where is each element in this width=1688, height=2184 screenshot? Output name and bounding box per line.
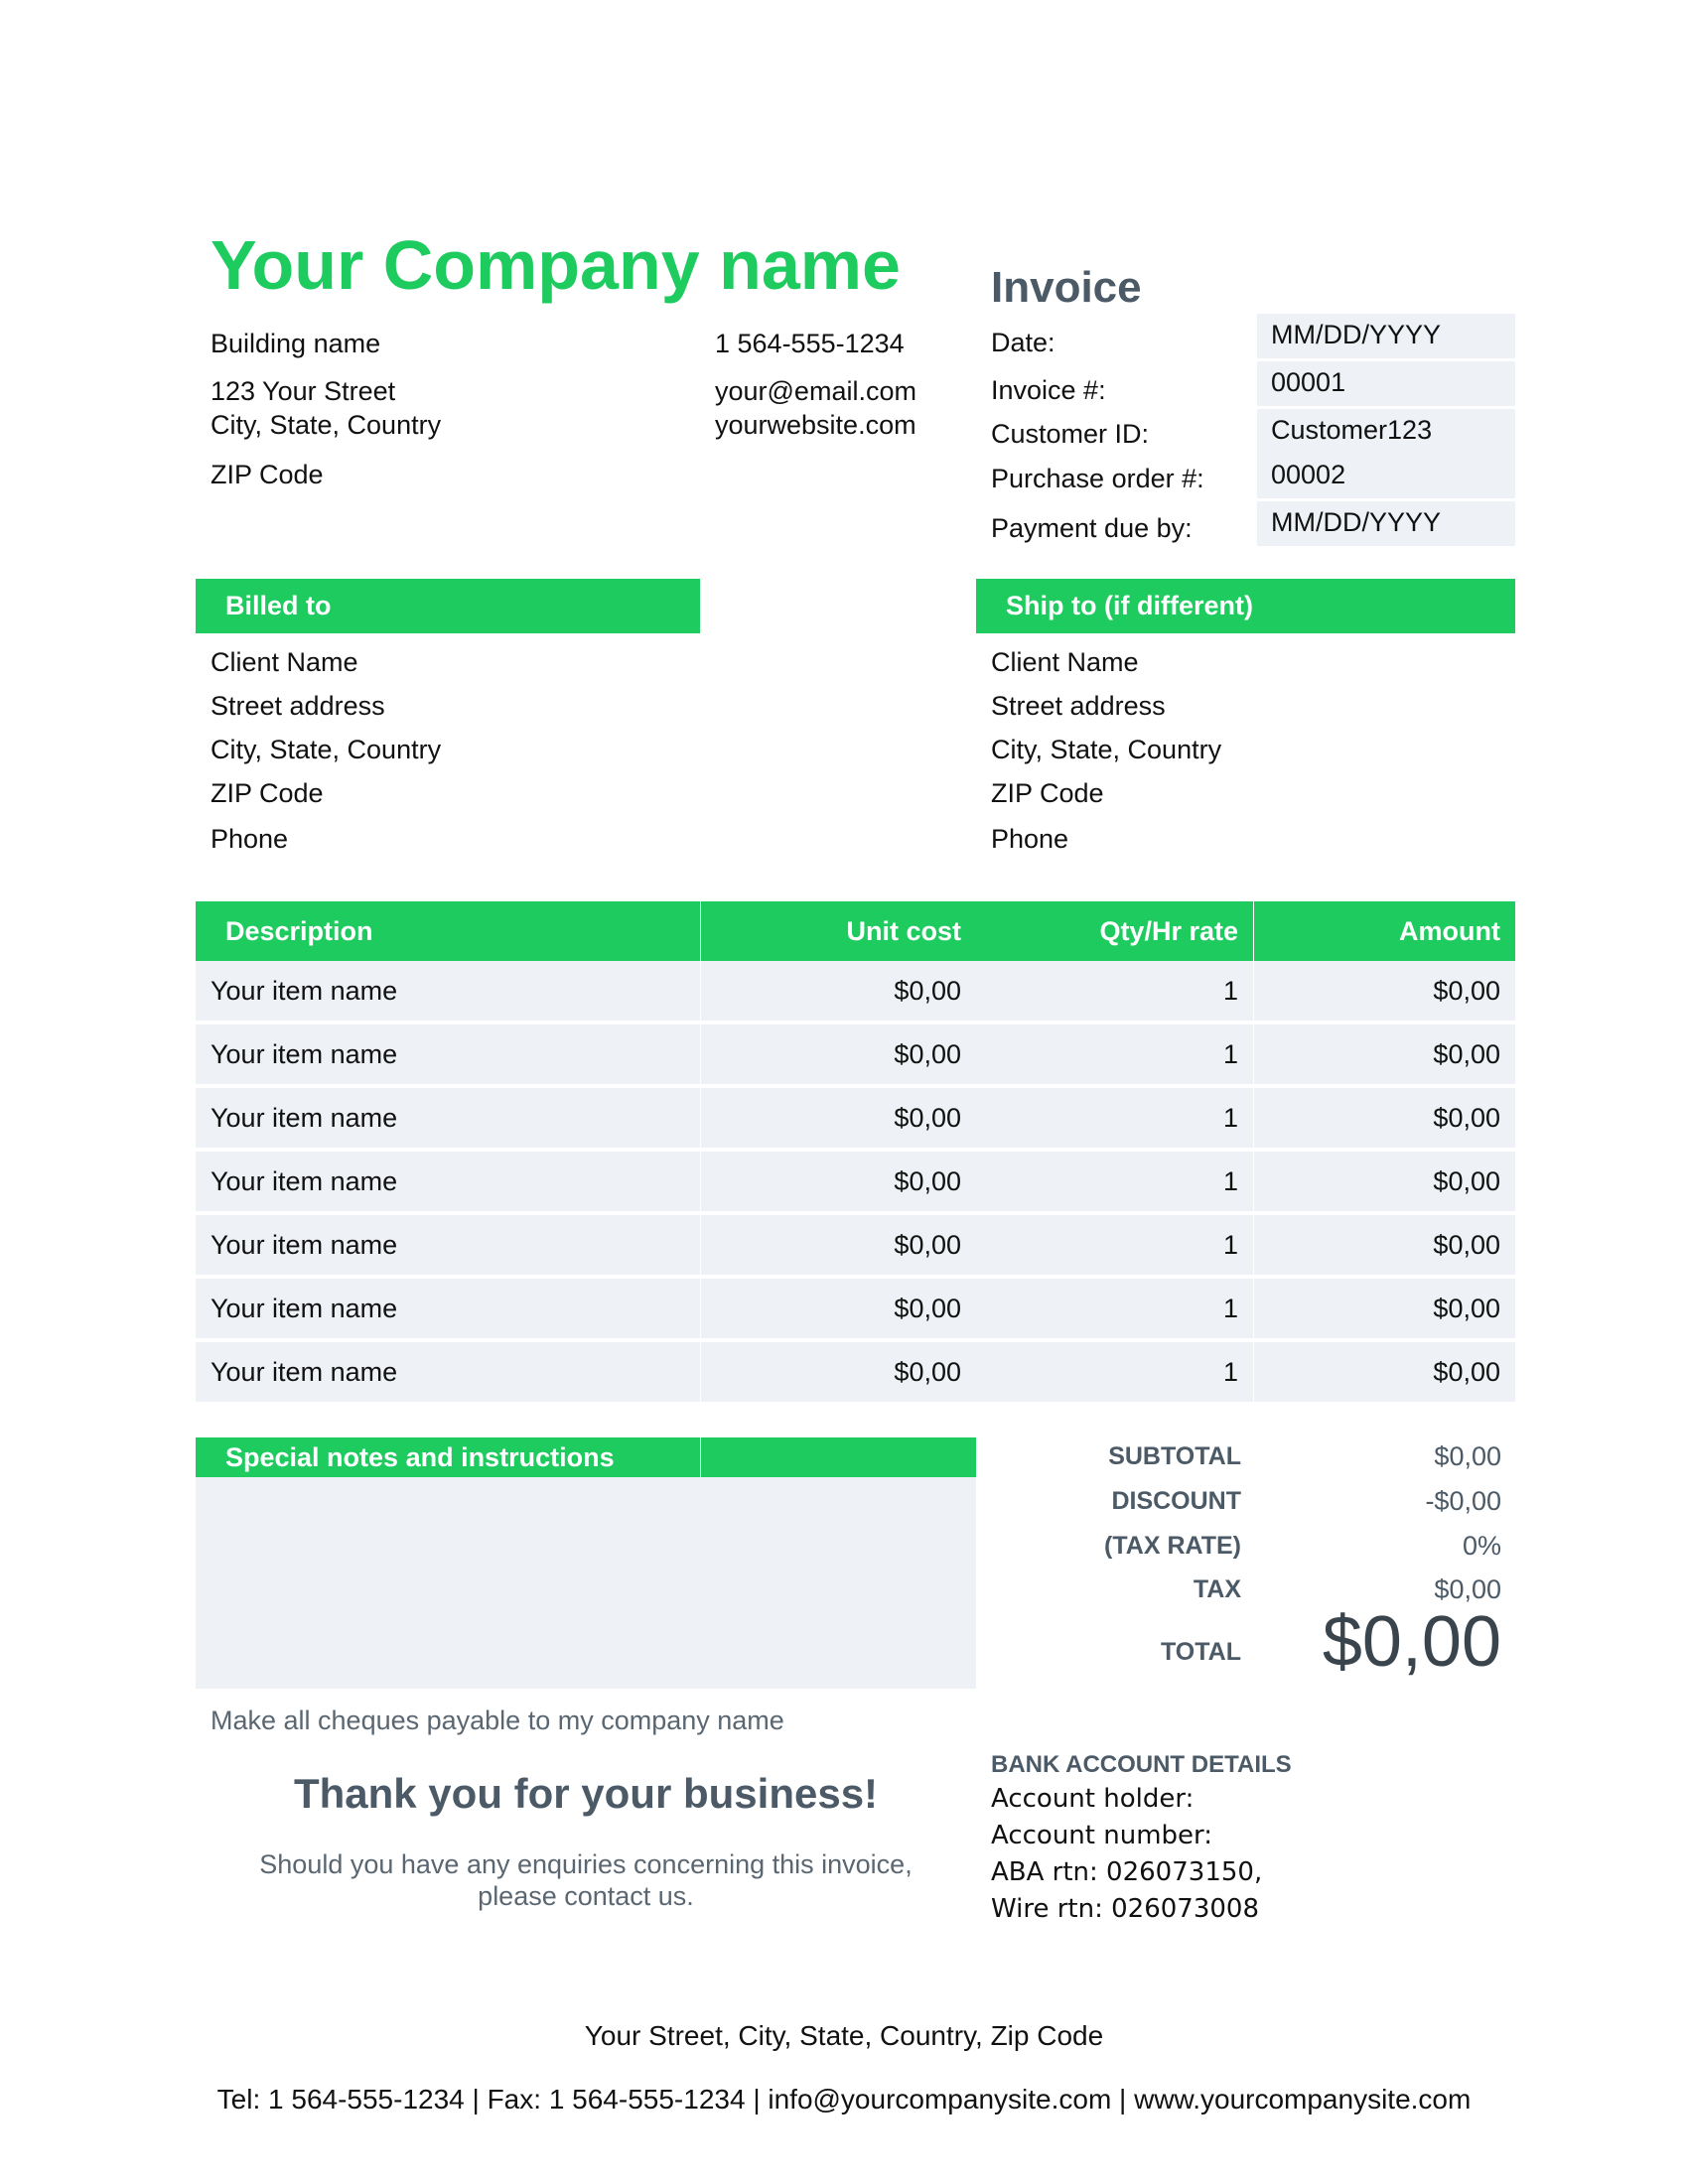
item-amount: $0,00: [1253, 1279, 1515, 1342]
bank-account-number: Account number:: [991, 1821, 1213, 1850]
item-amount: $0,00: [1253, 1088, 1515, 1152]
company-phone: 1 564-555-1234: [715, 329, 905, 358]
invoice-number-field[interactable]: 00001: [1257, 361, 1515, 406]
item-description[interactable]: Your item name: [196, 1342, 700, 1406]
company-city: City, State, Country: [211, 410, 442, 440]
footer-contact: Tel: 1 564-555-1234 | Fax: 1 564-555-1234 | info@yourcompanysite.com | www.yourcompanysite.com: [216, 2084, 1472, 2115]
purchase-order-label: Purchase order #:: [991, 464, 1204, 493]
purchase-order-field[interactable]: 00002: [1257, 454, 1515, 498]
date-field[interactable]: MM/DD/YYYY: [1257, 314, 1515, 358]
item-qty[interactable]: 1: [976, 1279, 1253, 1342]
item-description[interactable]: Your item name: [196, 1152, 700, 1215]
item-unit-cost[interactable]: $0,00: [700, 1215, 976, 1279]
item-unit-cost[interactable]: $0,00: [700, 1088, 976, 1152]
customer-id-field[interactable]: Customer123: [1257, 409, 1515, 454]
item-description[interactable]: Your item name: [196, 1088, 700, 1152]
ship-street: Street address: [991, 691, 1166, 721]
item-qty[interactable]: 1: [976, 1088, 1253, 1152]
cheques-note: Make all cheques payable to my company name: [211, 1706, 784, 1735]
subtotal-label: SUBTOTAL: [1108, 1442, 1241, 1470]
table-row: [196, 1342, 1515, 1406]
col-description: Description: [196, 901, 700, 961]
notes-heading: Special notes and instructions: [225, 1442, 615, 1472]
billed-to-heading: Billed to: [196, 579, 700, 633]
items-header-row: [196, 901, 1515, 961]
thank-you-message: Thank you for your business!: [293, 1770, 879, 1817]
table-row: [196, 961, 1515, 1024]
enquiry-line-1: Should you have any enquiries concerning this invoice,: [259, 1849, 913, 1879]
company-email: your@email.com: [715, 376, 916, 406]
item-unit-cost[interactable]: $0,00: [700, 1342, 976, 1406]
payment-due-field[interactable]: MM/DD/YYYY: [1257, 501, 1515, 546]
company-zip: ZIP Code: [211, 460, 324, 489]
subtotal-value: $0,00: [1434, 1441, 1501, 1471]
table-row: [196, 1152, 1515, 1215]
item-description[interactable]: Your item name: [196, 961, 700, 1024]
billed-street: Street address: [211, 691, 385, 721]
tax-value: $0,00: [1434, 1574, 1501, 1604]
item-amount: $0,00: [1253, 1024, 1515, 1088]
company-name: Your Company name: [211, 226, 901, 304]
company-website: yourwebsite.com: [715, 410, 916, 440]
bank-details-heading: BANK ACCOUNT DETAILS: [991, 1751, 1292, 1778]
billed-phone: Phone: [211, 824, 289, 854]
item-unit-cost[interactable]: $0,00: [700, 961, 976, 1024]
notes-divider: [700, 1437, 701, 1477]
item-unit-cost[interactable]: $0,00: [700, 1279, 976, 1342]
item-unit-cost[interactable]: $0,00: [700, 1152, 976, 1215]
bank-account-holder: Account holder:: [991, 1784, 1195, 1814]
tax-label: TAX: [1193, 1575, 1241, 1603]
payment-due-label: Payment due by:: [991, 513, 1193, 543]
item-amount: $0,00: [1253, 1152, 1515, 1215]
item-amount: $0,00: [1253, 961, 1515, 1024]
enquiry-line-2: please contact us.: [478, 1881, 694, 1912]
ship-to-heading: Ship to (if different): [976, 579, 1515, 633]
company-building: Building name: [211, 329, 381, 358]
item-qty[interactable]: 1: [976, 1024, 1253, 1088]
item-amount: $0,00: [1253, 1215, 1515, 1279]
item-amount: $0,00: [1253, 1342, 1515, 1406]
table-row: [196, 1215, 1515, 1279]
tax-rate-value[interactable]: 0%: [1462, 1531, 1501, 1561]
bank-aba-routing: ABA rtn: 026073150,: [991, 1857, 1263, 1887]
item-unit-cost[interactable]: $0,00: [700, 1024, 976, 1088]
col-amount: Amount: [1253, 901, 1515, 961]
table-row: [196, 1279, 1515, 1342]
bank-wire-routing: Wire rtn: 026073008: [991, 1894, 1260, 1924]
ship-city: City, State, Country: [991, 735, 1222, 764]
items-table: [196, 901, 1515, 1406]
col-unit-cost: Unit cost: [700, 901, 976, 961]
total-value: $0,00: [1322, 1602, 1501, 1682]
company-street: 123 Your Street: [211, 376, 396, 406]
invoice-title: Invoice: [991, 263, 1142, 312]
item-qty[interactable]: 1: [976, 1152, 1253, 1215]
tax-rate-label: (TAX RATE): [1104, 1532, 1241, 1560]
date-label: Date:: [991, 328, 1055, 357]
item-qty[interactable]: 1: [976, 1215, 1253, 1279]
table-row: [196, 1024, 1515, 1088]
col-qty: Qty/Hr rate: [976, 901, 1253, 961]
total-label: TOTAL: [1160, 1638, 1241, 1666]
table-row: [196, 1088, 1515, 1152]
ship-zip: ZIP Code: [991, 778, 1104, 808]
enquiry-note: [196, 1848, 976, 1913]
discount-label: DISCOUNT: [1111, 1487, 1241, 1515]
invoice-number-label: Invoice #:: [991, 375, 1106, 405]
ship-phone: Phone: [991, 824, 1069, 854]
item-description[interactable]: Your item name: [196, 1024, 700, 1088]
billed-city: City, State, Country: [211, 735, 442, 764]
footer-address: Your Street, City, State, Country, Zip Code: [584, 2020, 1104, 2051]
notes-input[interactable]: [196, 1477, 976, 1689]
discount-value[interactable]: -$0,00: [1425, 1486, 1501, 1516]
customer-id-label: Customer ID:: [991, 419, 1150, 449]
item-qty[interactable]: 1: [976, 1342, 1253, 1406]
item-description[interactable]: Your item name: [196, 1279, 700, 1342]
notes-heading-bar: [196, 1437, 976, 1477]
billed-client-name: Client Name: [211, 647, 358, 677]
item-description[interactable]: Your item name: [196, 1215, 700, 1279]
item-qty[interactable]: 1: [976, 961, 1253, 1024]
billed-zip: ZIP Code: [211, 778, 324, 808]
ship-client-name: Client Name: [991, 647, 1139, 677]
